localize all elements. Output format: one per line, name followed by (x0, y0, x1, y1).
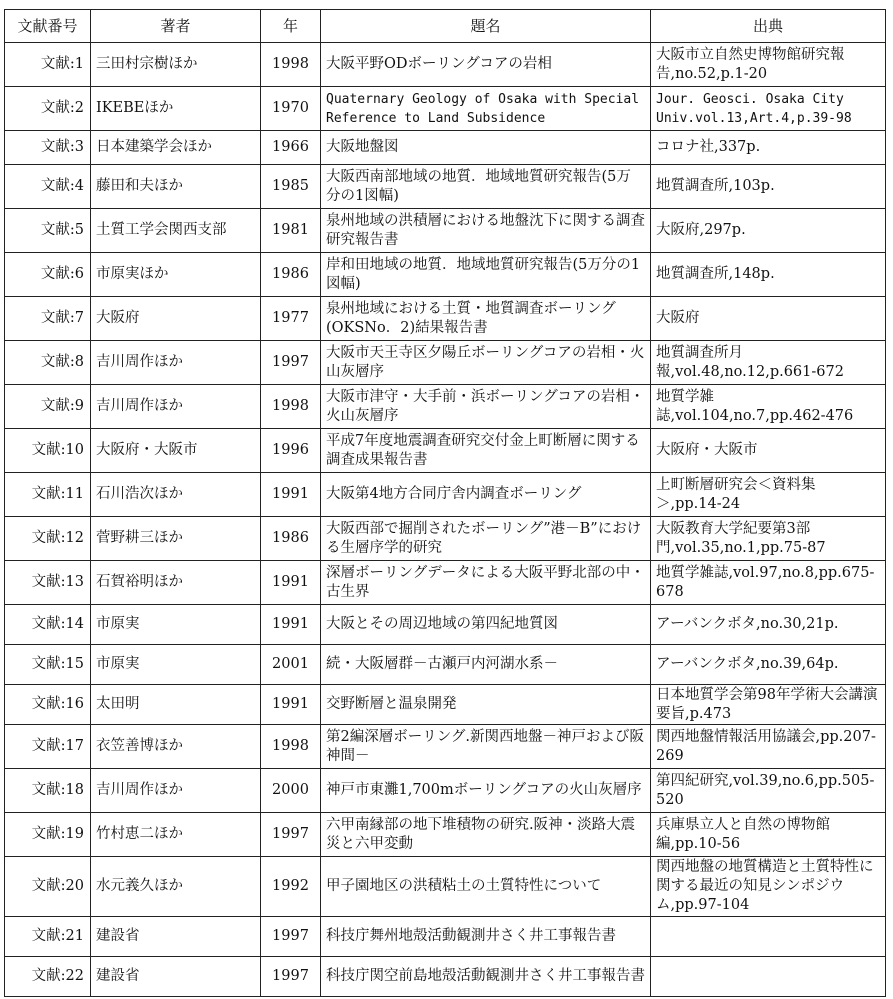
cell-source: 第四紀研究,vol.39,no.6,pp.505-520 (651, 769, 886, 813)
table-row (5, 917, 886, 957)
header-source: 出典 (651, 10, 886, 43)
cell-id: 文献:16 (5, 685, 91, 725)
table-row (5, 297, 886, 341)
table-row (5, 429, 886, 473)
cell-title: 科技庁舞州地殻活動観測井さく井工事報告書 (321, 917, 651, 957)
cell-source: 大阪府・大阪市 (651, 429, 886, 473)
cell-year: 1970 (261, 87, 321, 131)
table-row (5, 131, 886, 165)
cell-id: 文献:15 (5, 645, 91, 685)
cell-source (651, 917, 886, 957)
cell-source: 地質学雑誌,vol.104,no.7,pp.462-476 (651, 385, 886, 429)
cell-title: 交野断層と温泉開発 (321, 685, 651, 725)
cell-title: 平成7年度地震調査研究交付金上町断層に関する調査成果報告書 (321, 429, 651, 473)
cell-title: 大阪市津守・大手前・浜ボーリングコアの岩相・火山灰層序 (321, 385, 651, 429)
cell-source (651, 957, 886, 997)
table-row (5, 857, 886, 917)
table-row (5, 253, 886, 297)
cell-id: 文献:10 (5, 429, 91, 473)
cell-id: 文献:6 (5, 253, 91, 297)
cell-title: 神戸市東灘1,700mボーリングコアの火山灰層序 (321, 769, 651, 813)
cell-title: 大阪地盤図 (321, 131, 651, 165)
table-row (5, 813, 886, 857)
cell-year: 1998 (261, 43, 321, 87)
cell-year: 1981 (261, 209, 321, 253)
cell-author: 大阪府・大阪市 (91, 429, 261, 473)
cell-author: 吉川周作ほか (91, 341, 261, 385)
cell-author: 市原実ほか (91, 253, 261, 297)
cell-year: 1997 (261, 813, 321, 857)
cell-id: 文献:8 (5, 341, 91, 385)
cell-author: 衣笠善博ほか (91, 725, 261, 769)
cell-id: 文献:5 (5, 209, 91, 253)
table-row (5, 87, 886, 131)
cell-author: IKEBEほか (91, 87, 261, 131)
cell-author: 市原実 (91, 605, 261, 645)
cell-title: 大阪西部で掘削されたボーリング”港－B”における生層序学的研究 (321, 517, 651, 561)
header-title: 題名 (321, 10, 651, 43)
cell-id: 文献:12 (5, 517, 91, 561)
table-row (5, 769, 886, 813)
cell-source: 大阪市立自然史博物館研究報告,no.52,p.1-20 (651, 43, 886, 87)
table-row (5, 517, 886, 561)
cell-title: 大阪第4地方合同庁舎内調査ボーリング (321, 473, 651, 517)
cell-title: 大阪西南部地域の地質．地域地質研究報告(5万分の1図幅) (321, 165, 651, 209)
cell-id: 文献:20 (5, 857, 91, 917)
cell-id: 文献:1 (5, 43, 91, 87)
cell-source: 大阪府 (651, 297, 886, 341)
cell-year: 1997 (261, 917, 321, 957)
table-row (5, 165, 886, 209)
cell-title: Quaternary Geology of Osaka with Special Reference to Land Subsidence (321, 87, 651, 131)
cell-id: 文献:13 (5, 561, 91, 605)
cell-source: 地質学雑誌,vol.97,no.8,pp.675-678 (651, 561, 886, 605)
cell-year: 1986 (261, 517, 321, 561)
cell-author: 大阪府 (91, 297, 261, 341)
table-row (5, 685, 886, 725)
cell-year: 1991 (261, 561, 321, 605)
cell-author: 菅野耕三ほか (91, 517, 261, 561)
cell-author: 水元義久ほか (91, 857, 261, 917)
header-author: 著者 (91, 10, 261, 43)
cell-source: Jour. Geosci. Osaka City Univ.vol.13,Art.4,p.39-98 (651, 87, 886, 131)
cell-id: 文献:9 (5, 385, 91, 429)
cell-year: 1996 (261, 429, 321, 473)
cell-title: 続・大阪層群－古瀬戸内河湖水系－ (321, 645, 651, 685)
header-row (5, 10, 886, 43)
cell-author: 吉川周作ほか (91, 769, 261, 813)
header-year: 年 (261, 10, 321, 43)
cell-id: 文献:21 (5, 917, 91, 957)
cell-source: 上町断層研究会＜資料集＞,pp.14-24 (651, 473, 886, 517)
table-row (5, 209, 886, 253)
cell-year: 1997 (261, 957, 321, 997)
table-row (5, 385, 886, 429)
cell-year: 1992 (261, 857, 321, 917)
cell-title: 第2編深層ボーリング.新関西地盤－神戸および阪神間－ (321, 725, 651, 769)
reference-table-container (4, 9, 886, 997)
cell-source: 日本地質学会第98年学術大会講演要旨,p.473 (651, 685, 886, 725)
cell-author: 吉川周作ほか (91, 385, 261, 429)
reference-table (4, 9, 886, 997)
cell-id: 文献:17 (5, 725, 91, 769)
cell-year: 1991 (261, 685, 321, 725)
cell-title: 甲子園地区の洪積粘土の土質特性について (321, 857, 651, 917)
cell-source: 地質調査所,148p. (651, 253, 886, 297)
table-row (5, 957, 886, 997)
table-row (5, 341, 886, 385)
table-row (5, 645, 886, 685)
cell-source: アーバンクボタ,no.39,64p. (651, 645, 886, 685)
cell-author: 石川浩次ほか (91, 473, 261, 517)
cell-year: 1991 (261, 605, 321, 645)
cell-title: 泉州地域における土質・地質調査ボーリング(OKSNo．2)結果報告書 (321, 297, 651, 341)
table-row (5, 561, 886, 605)
table-row (5, 605, 886, 645)
table-body (5, 43, 886, 997)
cell-id: 文献:2 (5, 87, 91, 131)
cell-source: 大阪教育大学紀要第3部門,vol.35,no.1,pp.75-87 (651, 517, 886, 561)
cell-id: 文献:11 (5, 473, 91, 517)
cell-title: 岸和田地域の地質．地域地質研究報告(5万分の1図幅) (321, 253, 651, 297)
cell-author: 太田明 (91, 685, 261, 725)
cell-source: 兵庫県立人と自然の博物館編,pp.10-56 (651, 813, 886, 857)
cell-author: 竹村恵二ほか (91, 813, 261, 857)
cell-id: 文献:18 (5, 769, 91, 813)
header-id: 文献番号 (5, 10, 91, 43)
cell-year: 1986 (261, 253, 321, 297)
cell-year: 2001 (261, 645, 321, 685)
cell-author: 三田村宗樹ほか (91, 43, 261, 87)
cell-year: 1966 (261, 131, 321, 165)
cell-source: コロナ社,337p. (651, 131, 886, 165)
cell-source: 地質調査所月報,vol.48,no.12,p.661-672 (651, 341, 886, 385)
cell-title: 深層ボーリングデータによる大阪平野北部の中・古生界 (321, 561, 651, 605)
cell-id: 文献:4 (5, 165, 91, 209)
table-row (5, 43, 886, 87)
cell-source: アーバンクボタ,no.30,21p. (651, 605, 886, 645)
cell-author: 市原実 (91, 645, 261, 685)
cell-source: 関西地盤情報活用協議会,pp.207-269 (651, 725, 886, 769)
cell-source: 大阪府,297p. (651, 209, 886, 253)
cell-author: 藤田和夫ほか (91, 165, 261, 209)
cell-year: 1991 (261, 473, 321, 517)
cell-id: 文献:7 (5, 297, 91, 341)
cell-title: 大阪市天王寺区夕陽丘ボーリングコアの岩相・火山灰層序 (321, 341, 651, 385)
cell-id: 文献:3 (5, 131, 91, 165)
cell-author: 土質工学会関西支部 (91, 209, 261, 253)
cell-source: 地質調査所,103p. (651, 165, 886, 209)
cell-title: 大阪とその周辺地域の第四紀地質図 (321, 605, 651, 645)
table-row (5, 473, 886, 517)
cell-year: 1985 (261, 165, 321, 209)
cell-source: 関西地盤の地質構造と土質特性に関する最近の知見シンポジウム,pp.97-104 (651, 857, 886, 917)
cell-year: 1977 (261, 297, 321, 341)
cell-year: 1998 (261, 385, 321, 429)
cell-author: 石賀裕明ほか (91, 561, 261, 605)
cell-author: 日本建築学会ほか (91, 131, 261, 165)
cell-author: 建設省 (91, 917, 261, 957)
cell-year: 2000 (261, 769, 321, 813)
cell-year: 1997 (261, 341, 321, 385)
cell-id: 文献:14 (5, 605, 91, 645)
cell-title: 泉州地域の洪積層における地盤沈下に関する調査研究報告書 (321, 209, 651, 253)
cell-id: 文献:19 (5, 813, 91, 857)
table-row (5, 725, 886, 769)
cell-id: 文献:22 (5, 957, 91, 997)
cell-author: 建設省 (91, 957, 261, 997)
cell-title: 六甲南縁部の地下堆積物の研究.阪神・淡路大震災と六甲変動 (321, 813, 651, 857)
cell-title: 科技庁関空前島地殻活動観測井さく井工事報告書 (321, 957, 651, 997)
cell-title: 大阪平野ODボーリングコアの岩相 (321, 43, 651, 87)
cell-year: 1998 (261, 725, 321, 769)
